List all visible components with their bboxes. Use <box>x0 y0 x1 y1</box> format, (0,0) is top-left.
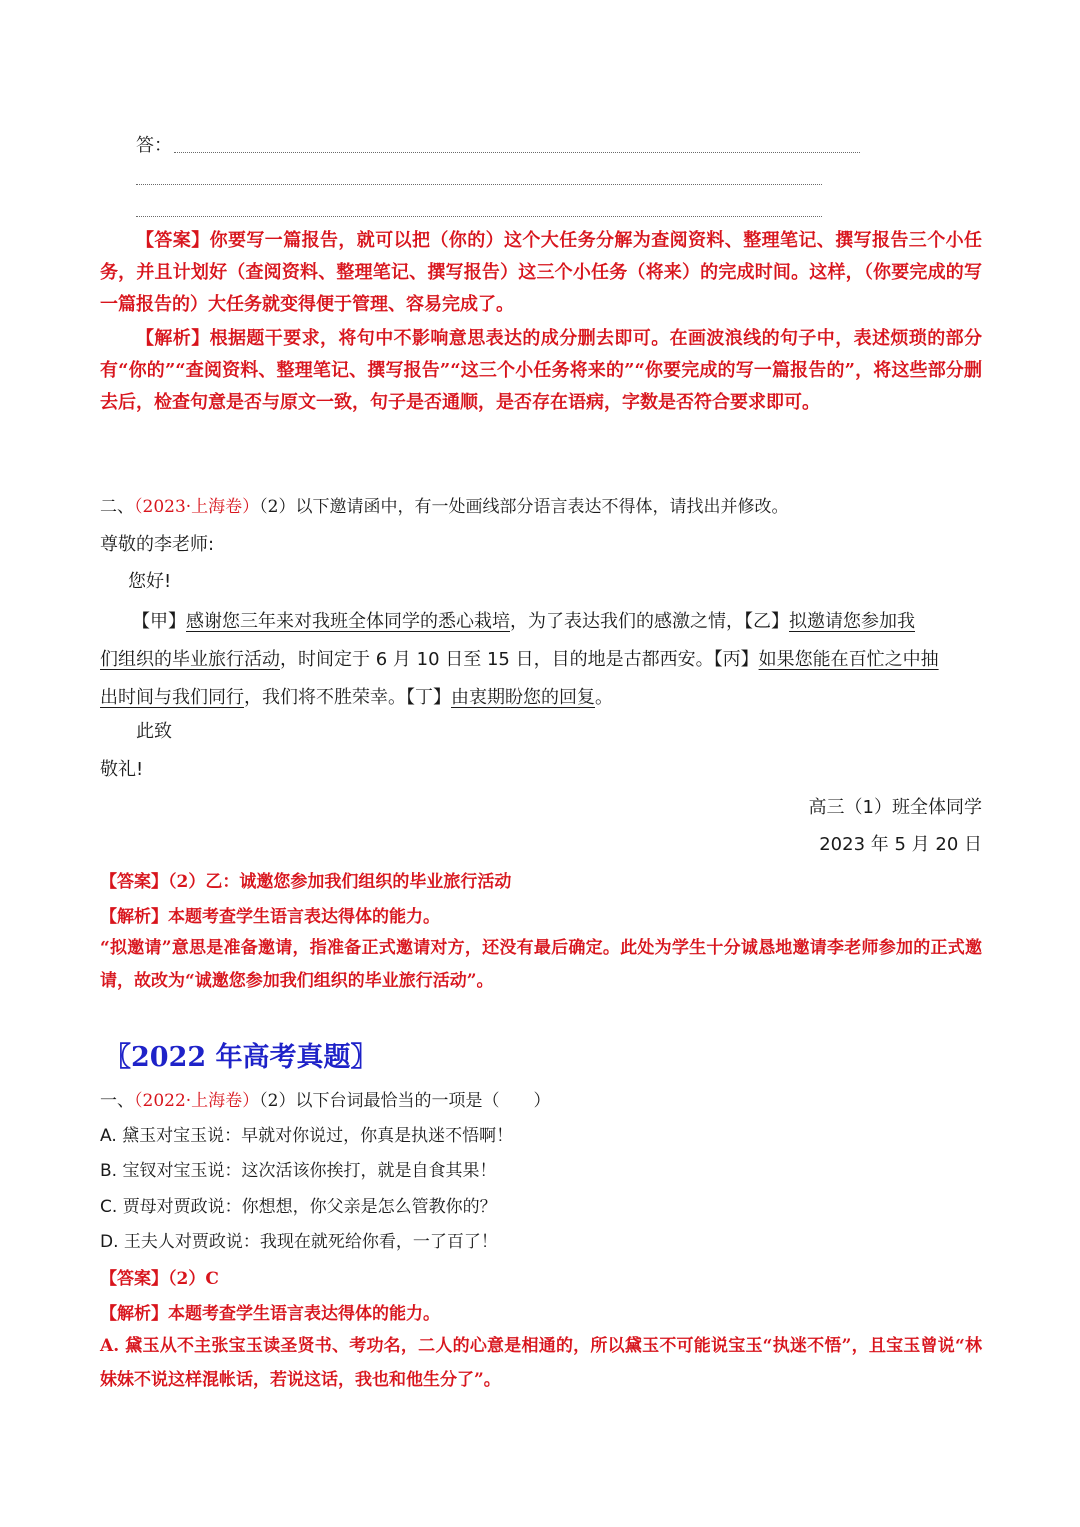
ding-period: 。 <box>595 687 613 708</box>
q2-stem <box>100 492 1000 517</box>
section-heading-2022: 〖2022 年高考真题〗 <box>104 1042 378 1073</box>
q3-option-d[interactable] <box>100 1227 498 1252</box>
analysis-text: 本题考查学生语言表达得体的能力。 <box>168 907 440 927</box>
q3-option-a[interactable] <box>100 1121 513 1146</box>
q3-answer <box>100 1264 219 1289</box>
q3-analysis-detail: A. 黛玉从不主张宝玉读圣贤书、考功名，二人的心意是相通的，所以黛玉不可能说宝玉“执迷不悟”，且宝玉曾说“林妹妹不说这样混帐话，若说这话，我也和他生分了”。 <box>100 1336 982 1390</box>
bing-underlined-1: 如果您能在百忙之中抽 <box>758 649 939 670</box>
yi-tag: 【乙】 <box>744 611 789 632</box>
option-text: 黛玉对宝玉说：早就对你说过，你真是执迷不悟啊！ <box>122 1126 514 1146</box>
analysis-text: 本题考查学生语言表达得体的能力。 <box>168 1304 440 1324</box>
q3-analysis <box>100 1299 440 1324</box>
option-text: 王夫人对贾政说：我现在就死给你看，一了百了！ <box>123 1232 498 1252</box>
q2-analysis <box>100 902 440 927</box>
bing-underlined-2: 出时间与我们同行 <box>100 687 244 708</box>
option-text: 宝钗对宝玉说：这次活该你挨打，就是自食其果！ <box>122 1161 497 1181</box>
jia-underlined: 感谢您三年来对我班全体同学的悉心栽培 <box>186 611 510 632</box>
letter-line-2 <box>100 641 982 679</box>
q2-stem-text: （2）以下邀请函中，有一处画线部分语言表达不得体，请找出并修改。 <box>259 497 789 517</box>
answer-text: 你要写一篇报告，就可以把（你的）这个大任务分解为查阅资料、整理笔记、撰写报告三个小任务，并且计划好（查阅资料、整理笔记、撰写报告）这三个小任务（将来）的完成时间。这样，（你要完成的写一篇报告的）大任务就变得便于管理、容易完成了。 <box>100 230 983 315</box>
answer-dotted-line-1[interactable] <box>174 152 860 153</box>
q3-stem-text: （2）以下台词最恰当的一项是（ ） <box>259 1091 551 1111</box>
letter-body <box>100 603 982 717</box>
q3-number: 一、 <box>100 1091 134 1111</box>
q2-number: 二、 <box>100 497 134 517</box>
analysis-tag: 【解析】 <box>100 1304 168 1324</box>
answer-text: （2）C <box>168 1269 219 1289</box>
q1-analysis-block <box>100 323 982 419</box>
after-yi: ，时间定于 6 月 10 日至 15 日，目的地是古都西安。 <box>280 649 714 670</box>
answer-tag: 【答案】 <box>100 872 168 892</box>
q1-answer-block <box>100 225 982 321</box>
q2-source: （2023·上海卷） <box>134 497 260 517</box>
letter-signature: 高三（1）班全体同学 <box>808 797 982 818</box>
analysis-tag: 【解析】 <box>100 907 168 927</box>
q3-stem <box>100 1086 1000 1111</box>
answer-text: （2）乙：诚邀您参加我们组织的毕业旅行活动 <box>168 872 512 892</box>
answer-label: 答： <box>136 135 172 156</box>
option-text: 贾母对贾政说：你想想，你父亲是怎么管教你的？ <box>122 1197 497 1217</box>
answer-tag: 【答案】 <box>100 1269 168 1289</box>
ding-tag: 【丁】 <box>406 687 451 708</box>
option-letter: C. <box>100 1197 118 1217</box>
letter-line-1 <box>100 603 982 641</box>
answer-dotted-line-2[interactable] <box>136 184 822 185</box>
q3-source: （2022·上海卷） <box>134 1091 260 1111</box>
analysis-text: 根据题干要求，将句中不影响意思表达的成分删去即可。在画波浪线的句子中，表述烦琐的部分有“你的”“查阅资料、整理笔记、撰写报告”“这三个小任务将来的”“你要完成的写一篇报告的”，将这些部分删去后，检查句意是否与原文一致，句子是否通顺，是否存在语病，字数是否符合要求即可。 <box>100 328 983 413</box>
letter-date: 2023 年 5 月 20 日 <box>819 834 982 855</box>
bing-tag: 【丙】 <box>713 649 759 670</box>
letter-closing-1: 此致 <box>136 721 172 742</box>
option-letter: B. <box>100 1161 118 1181</box>
jia-tag: 【甲】 <box>132 611 186 632</box>
yi-underlined-1: 拟邀请您参加我 <box>789 611 915 632</box>
q2-answer <box>100 867 511 892</box>
after-jia: ，为了表达我们的感激之情， <box>510 611 744 632</box>
letter-closing-2: 敬礼! <box>100 759 144 780</box>
after-bing: ，我们将不胜荣幸。 <box>244 687 406 708</box>
letter-line-3 <box>100 679 982 717</box>
answer-dotted-line-3[interactable] <box>136 216 822 217</box>
q2-analysis-detail: “拟邀请”意思是准备邀请，指准备正式邀请对方，还没有最后确定。此处为学生十分诚恳地邀请李老师参加的正式邀请，故改为“诚邀您参加我们组织的毕业旅行活动”。 <box>100 938 982 991</box>
q3-option-b[interactable] <box>100 1156 496 1181</box>
option-letter: A. <box>100 1126 117 1146</box>
ding-underlined: 由衷期盼您的回复 <box>451 687 595 708</box>
answer-tag: 【答案】 <box>136 230 210 251</box>
q3-option-c[interactable] <box>100 1192 497 1217</box>
yi-underlined-2: 们组织的毕业旅行活动 <box>100 649 280 670</box>
letter-salutation: 尊敬的李老师: <box>100 534 215 555</box>
analysis-tag: 【解析】 <box>136 328 210 349</box>
option-letter: D. <box>100 1232 119 1252</box>
letter-greeting: 您好! <box>128 571 172 592</box>
